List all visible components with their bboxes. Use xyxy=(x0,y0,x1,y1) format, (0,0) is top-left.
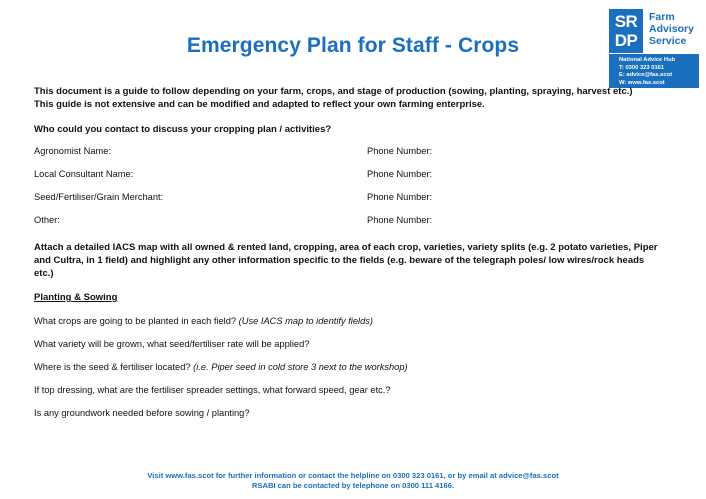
question-text: If top dressing, what are the fertiliser spreader settings, what forward speed, gear etc.? xyxy=(34,385,391,395)
question-text: What variety will be grown, what seed/fertiliser rate will be applied? xyxy=(34,339,310,349)
question-hint: (Use IACS map to identify fields) xyxy=(238,316,374,326)
question-item xyxy=(34,339,309,349)
logo-mark-row2: DP xyxy=(614,31,638,50)
map-instruction: Attach a detailed IACS map with all owned & rented land, cropping, area of each crop, varieties, variety splits (e.g. 2 potato varieties, Piper and Cultra, in 1 field) and highlight any other information specific to the fields (e.g. beware of the telegraph poles/ low wires/rock heads etc.) xyxy=(34,242,658,279)
contact-row-agronomist xyxy=(34,146,674,160)
contact-row-consultant xyxy=(34,169,674,183)
logo-word: Farm xyxy=(649,11,675,23)
question-text: Where is the seed & fertiliser located? xyxy=(34,362,194,372)
logo-top xyxy=(609,9,699,53)
intro-paragraph: This document is a guide to follow depending on your farm, crops, and stage of production (sowing, planting, spraying, harvest etc.) This guide is not extensive and can be modified and adapted to reflect your own farming enterprise. xyxy=(34,86,633,110)
logo-panel-line: T: 0300 323 0161 xyxy=(619,64,665,71)
question-item xyxy=(34,408,250,418)
phone-label: Phone Number: xyxy=(367,192,433,202)
contact-row-merchant xyxy=(34,192,674,206)
phone-label: Phone Number: xyxy=(367,146,433,156)
logo-word: Service xyxy=(649,35,687,47)
question-text: Is any groundwork needed before sowing / planting? xyxy=(34,408,250,418)
question-item xyxy=(34,362,408,372)
logo-mark-row1: SR xyxy=(614,12,638,31)
phone-label: Phone Number: xyxy=(367,169,433,179)
question-item xyxy=(34,316,373,326)
fas-logo xyxy=(609,9,699,88)
contact-label: Seed/Fertiliser/Grain Merchant: xyxy=(34,192,164,202)
contact-row-other xyxy=(34,215,674,229)
contact-label: Local Consultant Name: xyxy=(34,169,134,179)
logo-contact-panel xyxy=(609,54,699,88)
logo-panel-line: E: advice@fas.scot xyxy=(619,72,673,79)
logo-words xyxy=(649,11,699,47)
page-title: Emergency Plan for Staff - Crops xyxy=(186,34,520,57)
contacts-question: Who could you contact to discuss your cropping plan / activities? xyxy=(34,124,332,135)
page-footer xyxy=(0,471,706,491)
question-hint: (i.e. Piper seed in cold store 3 next to the workshop) xyxy=(193,362,408,372)
contact-label: Agronomist Name: xyxy=(34,146,111,156)
phone-label: Phone Number: xyxy=(367,215,433,225)
logo-word: Advisory xyxy=(649,23,694,35)
footer-line: RSABI can be contacted by telephone on 0300 111 4166. xyxy=(251,481,455,490)
footer-line: Visit www.fas.scot for further information or contact the helpline on 0300 323 0161, or by email at advice@fas.scot xyxy=(147,471,559,480)
logo-mark xyxy=(609,9,643,53)
question-item xyxy=(34,385,391,395)
question-text: What crops are going to be planted in each field? xyxy=(34,316,239,326)
logo-panel-line: National Advice Hub xyxy=(619,57,676,63)
logo-panel-line: W: www.fas.scot xyxy=(619,79,665,86)
contact-label: Other: xyxy=(34,215,60,225)
section-heading-planting: Planting & Sowing xyxy=(34,292,118,303)
